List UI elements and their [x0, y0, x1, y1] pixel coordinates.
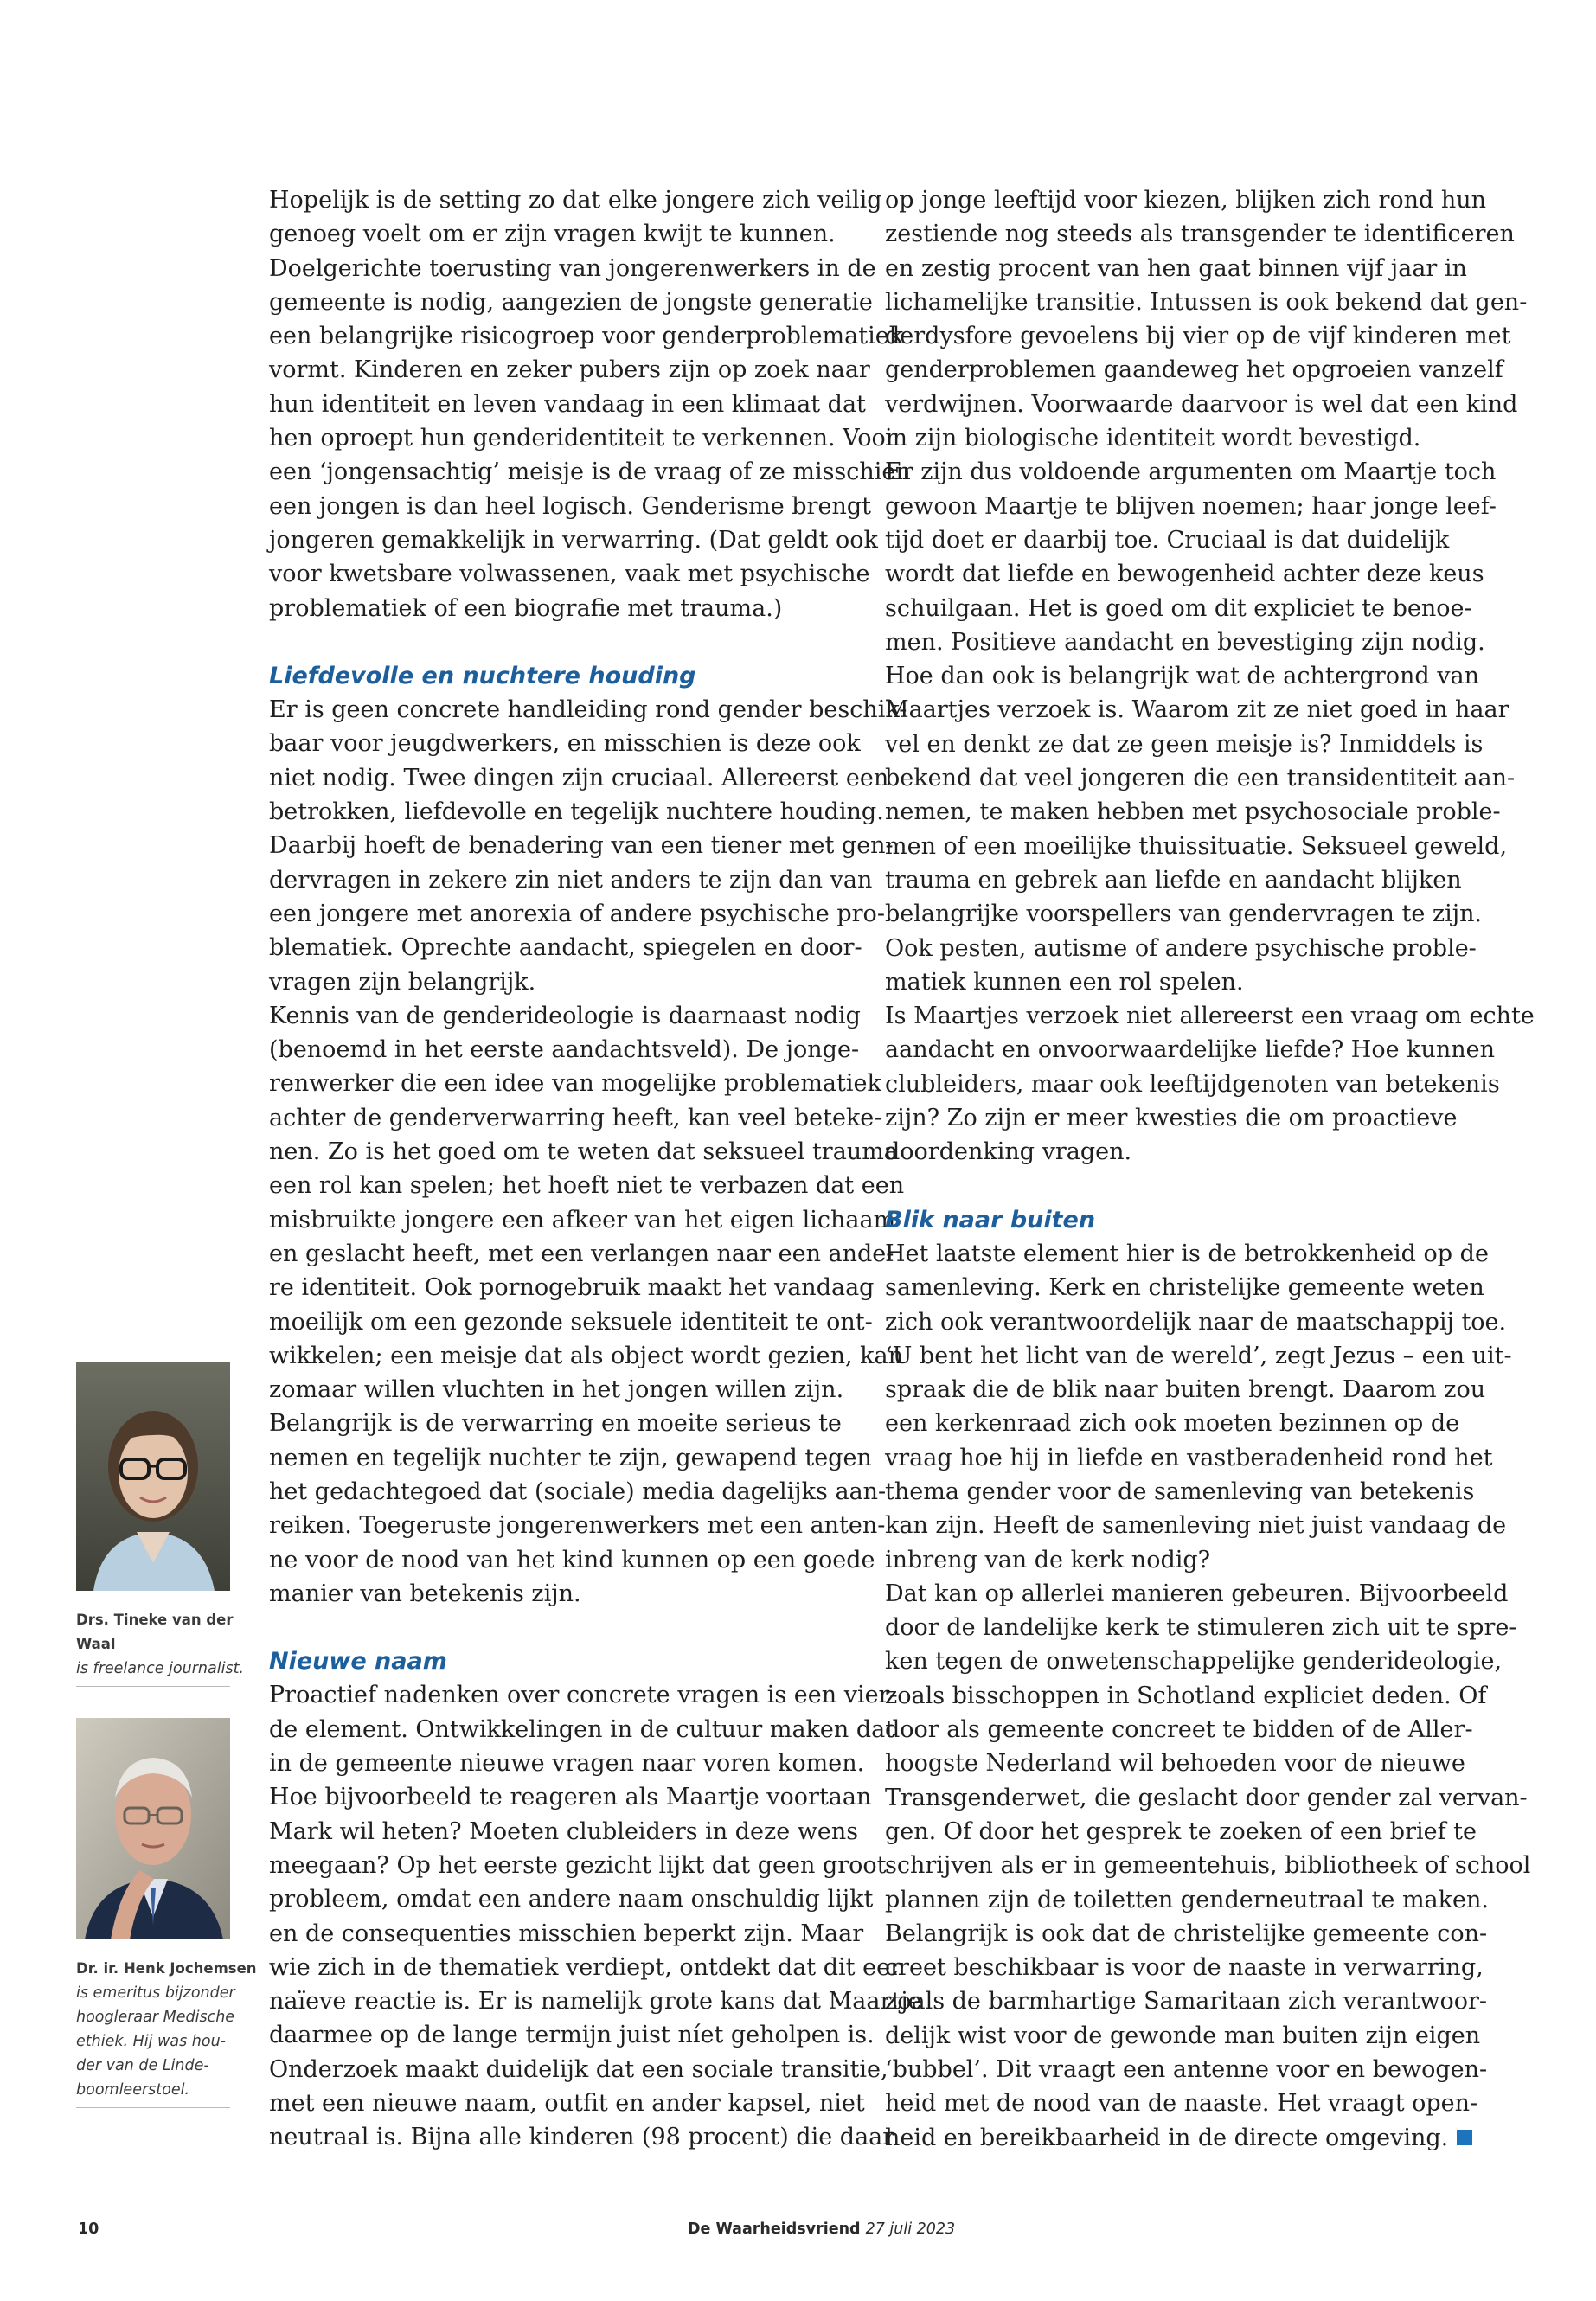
- text-line: renwerker die een idee van mogelijke problematiek: [269, 1070, 881, 1098]
- text-line: het gedachtegoed dat (sociale) media dagelijks aan-: [269, 1477, 887, 1505]
- text-line: Er is geen concrete handleiding rond gender beschik-: [269, 696, 907, 724]
- text-line: re identiteit. Ook pornogebruik maakt het vandaag: [269, 1274, 875, 1302]
- text-line: plannen zijn de toiletten genderneutraal te maken.: [885, 1886, 1489, 1913]
- text-line: achter de genderverwarring heeft, kan veel beteke-: [269, 1104, 882, 1131]
- text-line: men of een moeilijke thuissituatie. Seksueel geweld,: [885, 832, 1508, 860]
- text-line: voor kwetsbare volwassenen, vaak met psychische: [269, 561, 870, 588]
- text-line: jongeren gemakkelijk in verwarring. (Dat geldt ook: [269, 526, 878, 554]
- text-line: Dat kan op allerlei manieren gebeuren. Bijvoorbeeld: [885, 1580, 1509, 1607]
- text-line: dervragen in zekere zin niet anders te zijn dan van: [269, 866, 873, 894]
- text-line: samenleving. Kerk en christelijke gemeente weten: [885, 1274, 1484, 1302]
- text-line: niet nodig. Twee dingen zijn cruciaal. Allereerst een: [269, 764, 889, 792]
- author-photo-1: [76, 1362, 230, 1591]
- author-card-1: [76, 1362, 244, 1687]
- text-line: zich ook verantwoordelijk naar de maatschappij toe.: [885, 1308, 1507, 1336]
- continuation-paragraph-1: [885, 183, 1528, 455]
- text-line: neutraal is. Bijna alle kinderen (98 procent) die daar: [269, 2124, 894, 2151]
- text-line: genoeg voelt om er zijn vragen kwijt te kunnen.: [269, 221, 836, 248]
- text-line: Is Maartjes verzoek niet allereerst een vraag om echte: [885, 1003, 1535, 1030]
- text-line: ‘U bent het licht van de wereld’, zegt Jezus – een uit-: [885, 1342, 1512, 1369]
- text-line: door als gemeente concreet te bidden of de Aller-: [885, 1716, 1473, 1744]
- text-line: heid en bereikbaarheid in de directe omgeving.: [885, 2121, 1482, 2155]
- text-line: Ook pesten, autisme of andere psychische proble-: [885, 934, 1477, 962]
- text-line: en zestig procent van hen gaat binnen vijf jaar in: [885, 254, 1467, 282]
- text-line: Er zijn dus voldoende argumenten om Maartje toch: [885, 458, 1497, 486]
- text-line: ken tegen de onwetenschappelijke genderideologie,: [885, 1648, 1503, 1676]
- author-bio: is emeritus bijzonder hoogleraar Medische ethiek. Hij was hou- der van de Linde- boomleerstoel.: [76, 1984, 235, 2099]
- text-line: matiek kunnen een rol spelen.: [885, 968, 1244, 996]
- text-line: Daarbij hoeft de benadering van een tiener met gen-: [269, 832, 894, 860]
- text-line: creet beschikbaar is voor de naaste in verwarring,: [885, 1954, 1484, 1982]
- text-line: Transgenderwet, die geslacht door gender zal vervan-: [885, 1784, 1528, 1811]
- author-photo-2: [76, 1718, 230, 1939]
- text-line: met een nieuwe naam, outfit en ander kapsel, niet: [269, 2090, 865, 2118]
- text-line: probleem, omdat een andere naam onschuldig lijkt: [269, 1886, 874, 1913]
- text-line: Hopelijk is de setting zo dat elke jongere zich veilig: [269, 187, 882, 214]
- text-line: hoogste Nederland wil behoeden voor de nieuwe: [885, 1750, 1465, 1778]
- text-line: een belangrijke risicogroep voor genderproblematiek: [269, 323, 904, 350]
- text-line: verdwijnen. Voorwaarde daarvoor is wel dat een kind: [885, 390, 1518, 418]
- section3-paragraph-1: [885, 1237, 1512, 1577]
- text-line: delijk wist voor de gewonde man buiten zijn eigen: [885, 2022, 1481, 2049]
- text-line: een jongen is dan heel logisch. Genderisme brengt: [269, 492, 871, 520]
- text-line: baar voor jeugdwerkers, en misschien is deze ook: [269, 730, 861, 758]
- text-line: Belangrijk is ook dat de christelijke gemeente con-: [885, 1920, 1488, 1947]
- section3-paragraph-2: [885, 1577, 1531, 2155]
- section2-paragraph-1: [269, 1678, 922, 2154]
- text-line: reiken. Toegeruste jongerenwerkers met een anten-: [269, 1512, 886, 1540]
- text-line: een kerkenraad zich ook moeten bezinnen op de: [885, 1410, 1460, 1438]
- text-line: manier van betekenis zijn.: [269, 1580, 581, 1607]
- text-line: schrijven als er in gemeentehuis, bibliotheek of school: [885, 1852, 1531, 1880]
- text-line: door de landelijke kerk te stimuleren zich uit te spre-: [885, 1614, 1517, 1642]
- text-line: daarmee op de lange termijn juist níet geholpen is.: [269, 2022, 875, 2049]
- text-line: zomaar willen vluchten in het jongen willen zijn.: [269, 1376, 844, 1404]
- text-line: thema gender voor de samenleving van betekenis: [885, 1477, 1475, 1505]
- continuation-paragraph-2: [885, 455, 1516, 999]
- text-line: Mark wil heten? Moeten clubleiders in deze wens: [269, 1817, 859, 1845]
- text-line: naïeve reactie is. Er is namelijk grote kans dat Maartje: [269, 1988, 922, 2016]
- text-line: vel en denkt ze dat ze geen meisje is? Inmiddels is: [885, 730, 1484, 758]
- text-line: hun identiteit en leven vandaag in een klimaat dat: [269, 390, 866, 418]
- text-line: vragen zijn belangrijk.: [269, 968, 536, 996]
- text-line: doordenking vragen.: [885, 1138, 1132, 1166]
- author-caption-2: [76, 1939, 257, 2108]
- text-line: zijn? Zo zijn er meer kwesties die om proactieve: [885, 1105, 1458, 1132]
- text-line: gemeente is nodig, aangezien de jongste generatie: [269, 288, 873, 316]
- text-line: tijd doet er daarbij toe. Cruciaal is dat duidelijk: [885, 526, 1450, 554]
- author-name: Drs. Tineke van der Waal: [76, 1612, 234, 1652]
- text-line: bekend dat veel jongeren die een transidentiteit aan-: [885, 765, 1516, 792]
- article-column-left: [269, 183, 922, 2155]
- text-line: nen. Zo is het goed om te weten dat seksueel trauma: [269, 1138, 898, 1166]
- text-line: vormt. Kinderen en zeker pubers zijn op zoek naar: [269, 356, 870, 384]
- section1-paragraph-2: [269, 999, 905, 1611]
- text-line: en geslacht heeft, met een verlangen naar een ande-: [269, 1240, 894, 1267]
- section-heading-blik-naar-buiten: Blik naar buiten: [885, 1206, 1096, 1234]
- text-line: zoals de barmhartige Samaritaan zich verantwoor-: [885, 1988, 1488, 2016]
- text-line: hen oproept hun genderidentiteit te verkennen. Voor: [269, 425, 897, 452]
- text-line: Belangrijk is de verwarring en moeite serieus te: [269, 1410, 842, 1438]
- text-line: meegaan? Op het eerste gezicht lijkt dat geen groot: [269, 1851, 887, 1879]
- text-line: wikkelen; een meisje dat als object wordt gezien, kan: [269, 1342, 903, 1369]
- text-line: spraak die de blik naar buiten brengt. Daarom zou: [885, 1376, 1486, 1404]
- footer-publication: [688, 2221, 955, 2238]
- text-line: Het laatste element hier is de betrokkenheid op de: [885, 1240, 1489, 1267]
- page-number: 10: [78, 2221, 99, 2238]
- text-line: inbreng van de kerk nodig?: [885, 1546, 1211, 1574]
- text-line: nemen, te maken hebben met psychosociale proble-: [885, 798, 1501, 826]
- article-column-right: [885, 183, 1535, 2155]
- author-card-2: [76, 1718, 257, 2108]
- text-line: betrokken, liefdevolle en tegelijk nuchtere houding.: [269, 798, 884, 826]
- text-line: in de gemeente nieuwe vragen naar voren komen.: [269, 1750, 865, 1778]
- text-line: (benoemd in het eerste aandachtsveld). De jonge-: [269, 1036, 860, 1064]
- text-line: Hoe bijvoorbeeld te reageren als Maartje voortaan: [269, 1784, 872, 1811]
- text-line: nemen en tegelijk nuchter te zijn, gewapend tegen: [269, 1444, 872, 1471]
- author-bio: is freelance journalist.: [76, 1660, 244, 1677]
- text-line: misbruikte jongere een afkeer van het eigen lichaam: [269, 1206, 896, 1234]
- text-line: Proactief nadenken over concrete vragen is een vier-: [269, 1682, 898, 1709]
- text-line: problematiek of een biografie met trauma.): [269, 594, 783, 622]
- text-line: Kennis van de genderideologie is daarnaast nodig: [269, 1002, 861, 1029]
- text-line: een jongere met anorexia of andere psychische pro-: [269, 900, 885, 927]
- text-line: trauma en gebrek aan liefde en aandacht blijken: [885, 866, 1462, 894]
- text-line: een rol kan spelen; het hoeft niet te verbazen dat een: [269, 1172, 905, 1200]
- text-line: derdysfore gevoelens bij vier op de vijf kinderen met: [885, 323, 1511, 350]
- text-line: wie zich in de thematiek verdiept, ontdekt dat dit een: [269, 1953, 906, 1981]
- text-line: Hoe dan ook is belangrijk wat de achtergrond van: [885, 663, 1480, 690]
- text-line: Maartjes verzoek is. Waarom zit ze niet goed in haar: [885, 696, 1509, 724]
- end-of-article-mark: [1457, 2130, 1472, 2145]
- text-line: men. Positieve aandacht en bevestiging zijn nodig.: [885, 628, 1485, 656]
- text-line: lichamelijke transitie. Intussen is ook bekend dat gen-: [885, 288, 1528, 316]
- text-line: ‘bubbel’. Dit vraagt een antenne voor en bewogen-: [885, 2056, 1488, 2084]
- text-line: aandacht en onvoorwaardelijke liefde? Hoe kunnen: [885, 1036, 1496, 1064]
- text-line: op jonge leeftijd voor kiezen, blijken zich rond hun: [885, 187, 1487, 214]
- publication-date: 27 juli 2023: [865, 2221, 956, 2238]
- text-line: vraag hoe hij in liefde en vastberadenheid rond het: [885, 1444, 1493, 1471]
- author-caption-1: [76, 1591, 244, 1687]
- text-line: blematiek. Oprechte aandacht, spiegelen en door-: [269, 934, 862, 962]
- text-line: Onderzoek maakt duidelijk dat een sociale transitie,: [269, 2055, 888, 2083]
- section1-paragraph-1: [269, 693, 907, 999]
- text-line: een ‘jongensachtig’ meisje is de vraag of ze misschien: [269, 458, 911, 486]
- text-line: schuilgaan. Het is goed om dit expliciet te benoe-: [885, 594, 1472, 622]
- text-line: heid met de nood van de naaste. Het vraagt open-: [885, 2090, 1478, 2118]
- text-line: kan zijn. Heeft de samenleving niet juist vandaag de: [885, 1512, 1507, 1540]
- text-line: Doelgerichte toerusting van jongerenwerkers in de: [269, 254, 876, 282]
- text-line: gewoon Maartje te blijven noemen; haar jonge leef-: [885, 492, 1497, 520]
- text-line: zestiende nog steeds als transgender te identificeren: [885, 221, 1515, 248]
- text-line: de element. Ontwikkelingen in de cultuur maken dat: [269, 1715, 895, 1743]
- intro-paragraph: [269, 183, 911, 625]
- text-line: in zijn biologische identiteit wordt bevestigd.: [885, 425, 1421, 452]
- text-line: genderproblemen gaandeweg het opgroeien vanzelf: [885, 356, 1503, 384]
- section-heading-liefdevolle: Liefdevolle en nuchtere houding: [269, 662, 696, 689]
- section-heading-nieuwe-naam: Nieuwe naam: [269, 1648, 447, 1676]
- text-line: en de consequenties misschien beperkt zijn. Maar: [269, 1920, 864, 1947]
- text-line: belangrijke voorspellers van gendervragen te zijn.: [885, 901, 1483, 928]
- text-line: clubleiders, maar ook leeftijdgenoten van betekenis: [885, 1070, 1500, 1098]
- text-line: gen. Of door het gesprek te zoeken of een brief te: [885, 1817, 1477, 1845]
- continuation-paragraph-3: [885, 999, 1535, 1169]
- author-name: Dr. ir. Henk Jochemsen: [76, 1960, 257, 1977]
- text-line: moeilijk om een gezonde seksuele identiteit te ont-: [269, 1308, 873, 1336]
- text-line: ne voor de nood van het kind kunnen op een goede: [269, 1546, 875, 1574]
- publication-name: De Waarheidsvriend: [688, 2221, 861, 2238]
- text-line: wordt dat liefde en bewogenheid achter deze keus: [885, 561, 1484, 588]
- text-line: zoals bisschoppen in Schotland expliciet deden. Of: [885, 1682, 1487, 1709]
